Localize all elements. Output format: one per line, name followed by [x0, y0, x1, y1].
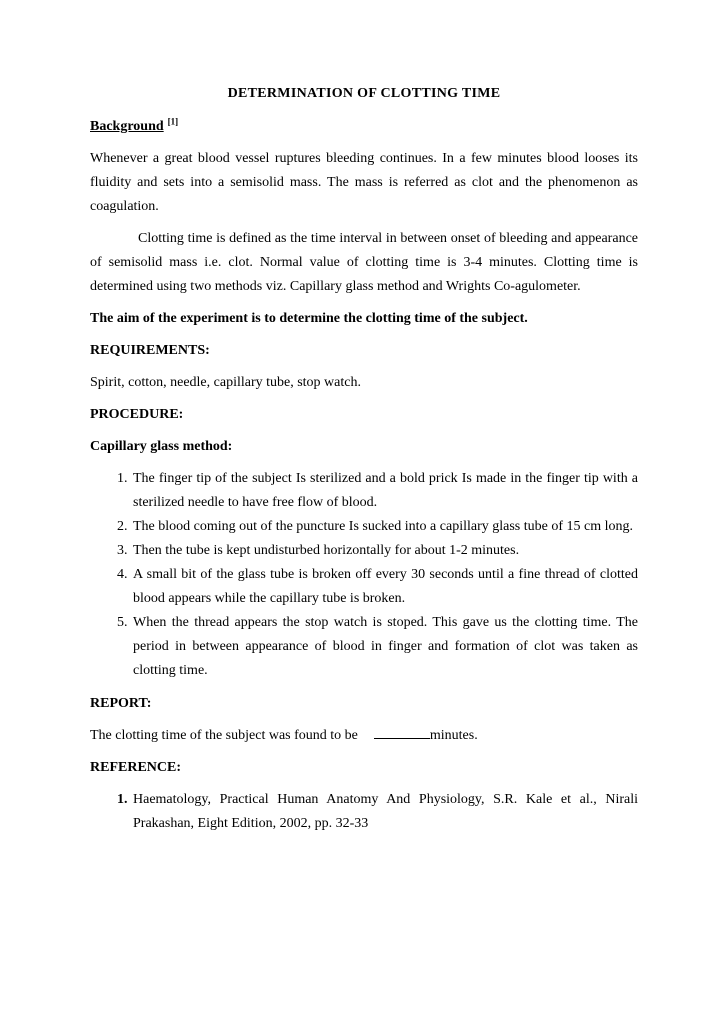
background-paragraph-2: Clotting time is defined as the time interval in between onset of bleeding and appearance of semisolid mass i.e. clot. Normal value of clotting time is 3-4 minutes. Clotting time is determined using two methods viz. Capillary glass method and Wrights Co-agulometer. — [90, 231, 638, 294]
procedure-heading: PROCEDURE: — [90, 407, 184, 422]
report-text-after-blank: minutes. — [429, 728, 478, 743]
page-title: DETERMINATION OF CLOTTING TIME — [227, 86, 501, 101]
background-heading-text: Background — [90, 119, 164, 134]
procedure-step: 1. The finger tip of the subject Is sterilized and a bold prick Is made in the finger tip with a sterilized needle to have free flow of blood. — [131, 467, 638, 515]
blank-fill-line — [374, 730, 430, 739]
report-heading: REPORT: — [90, 696, 152, 711]
procedure-step: 4. A small bit of the glass tube is broken off every 30 seconds until a fine thread of clotted blood appears while the capillary tube is broken. — [131, 563, 638, 611]
reference-heading: REFERENCE: — [90, 760, 182, 775]
procedure-steps-list — [90, 467, 638, 683]
reference-list — [90, 788, 638, 836]
report-result-line — [90, 724, 638, 748]
background-heading — [90, 115, 638, 139]
aim-statement: The aim of the experiment is to determine the clotting time of the subject. — [90, 311, 528, 326]
requirements-body: Spirit, cotton, needle, capillary tube, stop watch. — [90, 375, 361, 390]
citation-superscript: [1] — [167, 116, 179, 127]
reference-item: 1. Haematology, Practical Human Anatomy And Physiology, S.R. Kale et al., Nirali Prakashan, Eight Edition, 2002, pp. 32-33 — [131, 788, 638, 836]
procedure-step: 3. Then the tube is kept undisturbed horizontally for about 1-2 minutes. — [131, 539, 638, 563]
procedure-subheading: Capillary glass method: — [90, 439, 233, 454]
requirements-heading: REQUIREMENTS: — [90, 343, 210, 358]
report-text-before-blank: The clotting time of the subject was found to be — [90, 728, 358, 743]
background-paragraph-1: Whenever a great blood vessel ruptures bleeding continues. In a few minutes blood looses its fluidity and sets into a semisolid mass. The mass is referred as clot and the phenomenon as coagulation. — [90, 151, 638, 214]
document-content — [90, 82, 638, 845]
procedure-step: 2. The blood coming out of the puncture Is sucked into a capillary glass tube of 15 cm long. — [131, 515, 638, 539]
procedure-step: 5. When the thread appears the stop watch is stoped. This gave us the clotting time. The period in between appearance of blood in finger and formation of clot was taken as clotting time. — [131, 611, 638, 683]
